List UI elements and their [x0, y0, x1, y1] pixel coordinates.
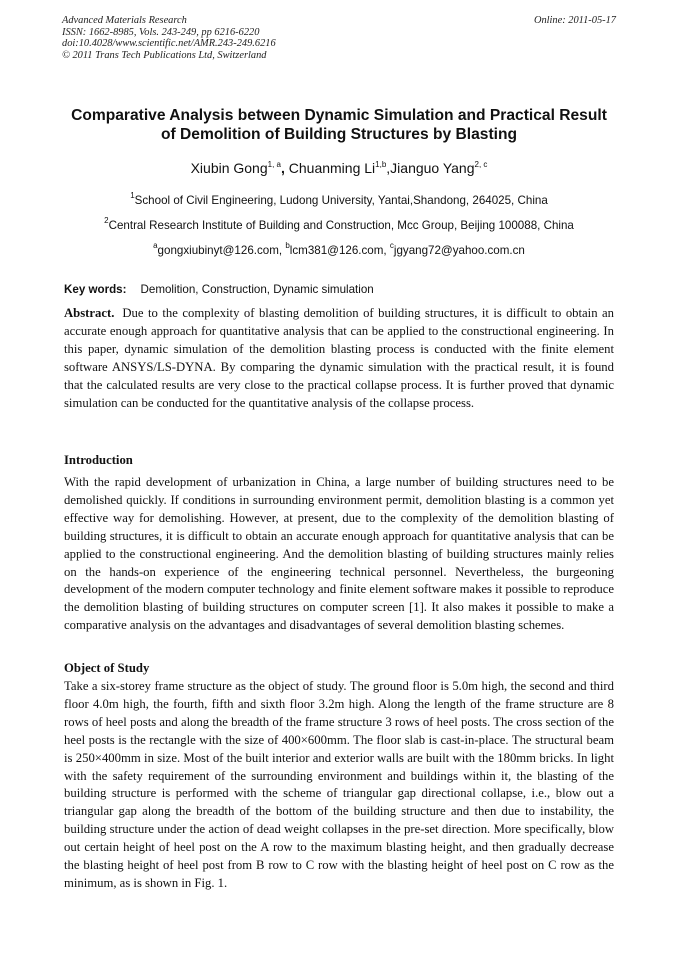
author-name: Jianguo Yang — [390, 160, 475, 176]
introduction-heading: Introduction — [64, 453, 133, 467]
object-of-study-paragraph: Take a six-storey frame structure as the object of study. The ground floor is 5.0m high, the second and third floor 4.0m high, the fourth, fifth and sixth floor 3.2m high. Along the length of the frame structure are 8 rows of heel posts and along the breadth of the frame structure 3 rows of heel posts. The cross section of the heel posts is the rectangle with the size of 400×600mm. The floor slab is cast-in-place. The structural beam is 250×400mm in size. Most of the built interior and exterior walls are built with the 180mm bricks. In light with the safety requirement of the surrounding environment and buildings within it, the blasting of the building structure is performed with the scheme of triangular gap directional collapse, i.e., blow out a triangular gap along the breadth of the bottom of the building structure and then due to instability, the building structure under the action of dead weight collapses in the pre-set direction. More specifically, blow out certain height of heel post on the A row to the maximum blasting height, and then gradually decrease the blasting height of heel post from B row to C row with the blasting height of heel post on C row as the minimum, as is shown in Fig. 1. — [64, 679, 614, 890]
email-separator: , — [383, 244, 390, 257]
journal-header — [62, 15, 616, 61]
object-of-study-heading: Object of Study — [64, 661, 150, 675]
email-address: jgyang72@yahoo.com.cn — [393, 244, 525, 257]
affiliation-marker: 1 — [130, 191, 135, 200]
paper-title — [40, 106, 638, 144]
abstract-label: Abstract. — [64, 306, 115, 320]
affiliation-1 — [30, 191, 648, 208]
author-affiliation-marker: 1,b — [375, 160, 387, 169]
author-name: Chuanming Li — [288, 160, 376, 176]
paper-title-line-1: Comparative Analysis between Dynamic Simulation and Practical Result — [71, 107, 607, 124]
introduction-paragraph: With the rapid development of urbanization in China, a large number of building structures need to be demolished quickly. If conditions in surrounding environment permit, demolition blasting is a common yet effective way for demolishing. However, at present, due to the complexity of the demolition blasting of building structures, it is difficult to obtain an accurate enough approach for quantitative analysis that can be applied to the constructional engineering. And the demolition blasting of building structures mainly relies on the hands-on experience of the engineering technical personnel. Nevertheless, the burgeoning development of the modern computer technology and finite element software makes it possible to reproduce the demolition blasting of building structures on computer screen [1]. It also makes it possible to make a comparative analysis on the advantages and disadvantages of several demolition blasting schemes. — [64, 475, 614, 633]
paper-title-line-2: of Demolition of Building Structures by Blasting — [160, 126, 518, 143]
email-marker: a — [153, 241, 158, 250]
author-separator: , — [280, 160, 289, 176]
affiliation-2 — [30, 216, 648, 233]
online-date: Online: 2011-05-17 — [533, 15, 616, 26]
email-address: lcm381@126.com — [289, 244, 384, 257]
affiliation-text: School of Civil Engineering, Ludong University, Yantai,Shandong, 264025, China — [134, 194, 548, 207]
keywords-text: Demolition, Construction, Dynamic simulation — [140, 283, 374, 296]
abstract-paragraph — [64, 305, 614, 412]
author-separator: , — [386, 160, 391, 176]
abstract-text: Due to the complexity of blasting demolition of building structures, it is difficult to obtain an accurate enough approach for quantitative analysis that can be applied to the constructional engineering. In this paper, dynamic simulation of the demolition blasting process is conducted with the finite element software ANSYS/LS-DYNA. By comparing the dynamic simulation with the practical result, it is found that the calculated results are very close to the practical collapse process. It is further proved that dynamic simulation can be conducted for the quantitative analysis of the collapse process. — [64, 306, 614, 410]
email-separator: , — [278, 244, 286, 257]
email-marker: b — [285, 241, 290, 250]
keywords-label: Key words: — [64, 283, 127, 296]
journal-doi: doi:10.4028/www.scientific.net/AMR.243-249.6216 — [62, 38, 276, 50]
author-affiliation-marker: 1, a — [267, 160, 281, 169]
keywords-line — [64, 283, 616, 297]
journal-issn: ISSN: 1662-8985, Vols. 243-249, pp 6216-6220 — [62, 26, 260, 38]
journal-copyright: © 2011 Trans Tech Publications Ltd, Switzerland — [62, 49, 267, 61]
journal-name: Advanced Materials Research — [62, 15, 187, 26]
email-marker: c — [389, 241, 394, 250]
author-affiliation-marker: 2, c — [474, 160, 488, 169]
affiliation-marker: 2 — [104, 216, 109, 225]
email-address: gongxiubinyt@126.com — [157, 244, 279, 257]
affiliation-text: Central Research Institute of Building and Construction, Mcc Group, Beijing 100088, China — [108, 219, 574, 232]
author-name: Xiubin Gong — [190, 160, 268, 176]
author-emails — [30, 241, 648, 258]
author-list — [40, 158, 638, 178]
